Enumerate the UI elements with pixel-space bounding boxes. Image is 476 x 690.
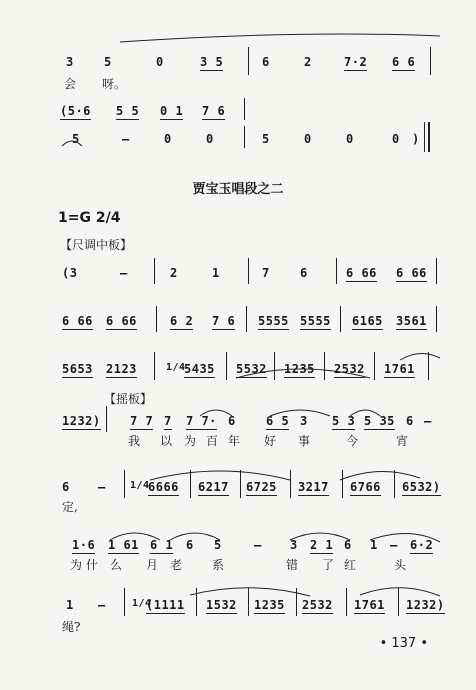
barline <box>106 406 107 432</box>
barline <box>346 588 347 616</box>
tempo-marking: 【尺调中板】 <box>60 238 133 252</box>
note: 0 <box>164 132 172 146</box>
lyric: 定, <box>62 500 78 514</box>
barline <box>244 126 245 148</box>
note: 3561 <box>396 314 427 328</box>
note: 6666 <box>148 480 179 494</box>
barline <box>246 306 247 332</box>
lyric: 我 <box>128 434 141 448</box>
note: 5 3 <box>332 414 356 428</box>
note: 6 <box>344 538 352 552</box>
note: (5·6 <box>60 104 91 118</box>
lyric: 宵 <box>396 434 409 448</box>
note: 1232) <box>406 598 445 612</box>
meter: 1/4 <box>132 598 152 609</box>
barline <box>124 588 125 616</box>
barline <box>436 258 437 284</box>
lyric: 为 <box>70 558 83 572</box>
note: 3 5 <box>200 55 224 69</box>
note: 1·6 <box>72 538 96 552</box>
note: 6 5 <box>266 414 290 428</box>
lyric: 月 <box>146 558 159 572</box>
note: 7·2 <box>344 55 368 69</box>
note: – <box>98 480 106 494</box>
barline <box>424 122 425 152</box>
note: 7 <box>164 414 172 428</box>
note: 5 <box>72 132 80 146</box>
note: 5 35 <box>364 414 395 428</box>
lyric: 百 <box>206 434 219 448</box>
page-number: • 137 • <box>379 636 428 651</box>
note: 3 <box>300 414 308 428</box>
note: 5 5 <box>116 104 140 118</box>
barline <box>428 352 429 380</box>
barline <box>342 470 343 498</box>
note: 6 66 <box>346 266 377 280</box>
note: 0 <box>156 55 164 69</box>
lyric: 好 <box>264 434 277 448</box>
note: 1 <box>66 598 74 612</box>
barline <box>248 47 249 75</box>
note: 6 6 <box>392 55 416 69</box>
barline <box>248 588 249 616</box>
barline <box>398 588 399 616</box>
barline <box>336 258 337 284</box>
barline <box>274 352 275 380</box>
lyric: 会 <box>64 77 77 91</box>
note: 1235 <box>284 362 315 376</box>
piece-title: 贾宝玉唱段之二 <box>192 182 284 197</box>
note: 7 6 <box>212 314 236 328</box>
note: 6 <box>300 266 308 280</box>
note: 7 7· <box>186 414 217 428</box>
lyric: 呀。 <box>102 77 127 91</box>
note: – <box>424 414 432 428</box>
barline <box>244 98 245 120</box>
note: 6 <box>186 538 194 552</box>
meter: 1/4 <box>130 480 150 491</box>
barline <box>324 352 325 380</box>
note: 2123 <box>106 362 137 376</box>
note: 6 1 <box>150 538 174 552</box>
note: 5 <box>104 55 112 69</box>
barline <box>124 470 125 498</box>
barline <box>226 352 227 380</box>
note: 2532 <box>302 598 333 612</box>
note: – <box>122 132 130 146</box>
lyric: 年 <box>228 434 241 448</box>
lyric: 绳? <box>62 620 81 634</box>
barline <box>290 470 291 498</box>
note: 5555 <box>258 314 289 328</box>
barline <box>430 47 431 75</box>
note: 0 <box>304 132 312 146</box>
note: 3217 <box>298 480 329 494</box>
note: 2532 <box>334 362 365 376</box>
note: 1 61 <box>108 538 139 552</box>
barline <box>196 588 197 616</box>
note: – <box>98 598 106 612</box>
barline <box>394 470 395 498</box>
lyric: 系 <box>212 558 225 572</box>
lyric: 今 <box>346 434 359 448</box>
note: 1232) <box>62 414 101 428</box>
lyric: 么 <box>110 558 123 572</box>
barline <box>248 258 249 284</box>
note: 6165 <box>352 314 383 328</box>
lyric: 为 <box>184 434 197 448</box>
note: 1235 <box>254 598 285 612</box>
barline <box>240 470 241 498</box>
tempo-marking: 【摇板】 <box>104 392 153 406</box>
note: 0 1 <box>160 104 184 118</box>
note: 6725 <box>246 480 277 494</box>
barline <box>296 588 297 616</box>
note: 5555 <box>300 314 331 328</box>
barline <box>190 470 191 498</box>
note: (3 <box>62 266 78 280</box>
lyric: 事 <box>298 434 311 448</box>
note: 7 <box>262 266 270 280</box>
lyric: 了 <box>322 558 335 572</box>
note: 6217 <box>198 480 229 494</box>
note: 5435 <box>184 362 215 376</box>
note: 1 <box>212 266 220 280</box>
note: 6 2 <box>170 314 194 328</box>
note: 7 7 <box>130 414 154 428</box>
lyric: 以 <box>160 434 173 448</box>
note: 1761 <box>384 362 415 376</box>
lyric: 头 <box>394 558 407 572</box>
note: 5653 <box>62 362 93 376</box>
note: 7 6 <box>202 104 226 118</box>
lyric: 错 <box>286 558 299 572</box>
note: 2 <box>304 55 312 69</box>
note: 6 <box>228 414 236 428</box>
barline <box>154 258 155 284</box>
note: – <box>254 538 262 552</box>
note: 0 <box>346 132 354 146</box>
final-barline <box>428 122 430 152</box>
note: 6 66 <box>106 314 137 328</box>
barline <box>374 352 375 380</box>
note: 6766 <box>350 480 381 494</box>
note: 5 <box>262 132 270 146</box>
note: 3 <box>290 538 298 552</box>
note: 6 <box>62 480 70 494</box>
barline <box>436 306 437 332</box>
lyric: 什 <box>86 558 99 572</box>
note: 6 <box>406 414 414 428</box>
note: 0 <box>206 132 214 146</box>
note: 6532) <box>402 480 441 494</box>
note: ) <box>412 132 420 146</box>
note: 6 66 <box>62 314 93 328</box>
barline <box>340 306 341 332</box>
note: 5 <box>214 538 222 552</box>
note: 3 <box>66 55 74 69</box>
note: 5532 <box>236 362 267 376</box>
note: 1532 <box>206 598 237 612</box>
note: 6·2 <box>410 538 434 552</box>
key-signature: 1=G 2/4 <box>58 210 121 226</box>
note: 2 1 <box>310 538 334 552</box>
barline <box>156 306 157 332</box>
meter: 1/4 <box>166 362 186 373</box>
lyric: 红 <box>344 558 357 572</box>
note: – <box>120 266 128 280</box>
note: 6 66 <box>396 266 427 280</box>
barline <box>154 352 155 380</box>
note: 2 <box>170 266 178 280</box>
note: 6 <box>262 55 270 69</box>
note: – <box>390 538 398 552</box>
note: 1761 <box>354 598 385 612</box>
note: 1 <box>370 538 378 552</box>
note: 0 <box>392 132 400 146</box>
note: (1111 <box>146 598 185 612</box>
lyric: 老 <box>170 558 183 572</box>
